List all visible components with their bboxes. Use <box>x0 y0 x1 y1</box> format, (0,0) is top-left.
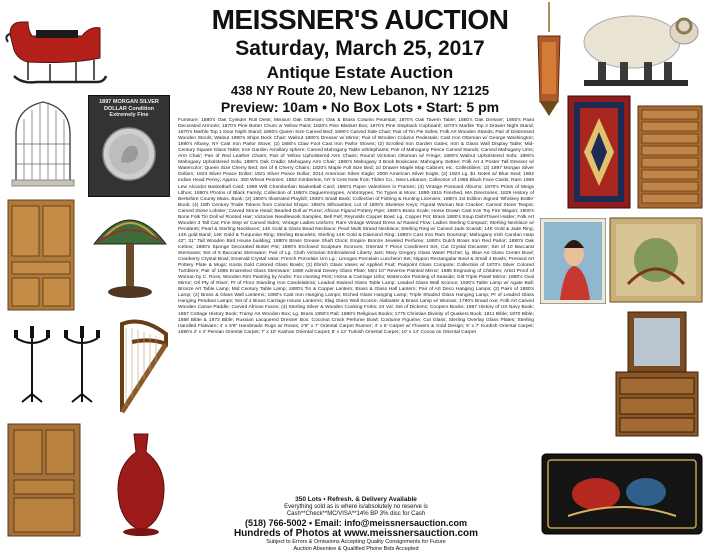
cranberry-glass-photo <box>104 426 178 538</box>
preview-line: Preview: 10am • No Box Lots • Start: 5 pm <box>195 98 525 116</box>
coin-label: 1897 MORGAN SILVER DOLLAR Condition Extremely Fine <box>91 99 167 119</box>
disclaimer-line-1: Subject to Errors & Omissions Accepting Quality Consignments for Future <box>178 539 534 546</box>
hanging-lantern-photo <box>534 2 564 120</box>
terms-info: Everything sold as is where is/absolutely no reserve is <box>178 504 534 511</box>
disclaimer-line-2: Auction Absentee & Qualified Phone Bids Accepted <box>178 546 534 552</box>
oak-cabinet-photo <box>4 420 84 540</box>
map-cabinet-photo <box>634 100 706 212</box>
harp-photo <box>112 314 176 416</box>
flyer-footer <box>178 496 534 552</box>
painted-panel-photo <box>606 214 706 306</box>
auction-subtitle: Antique Estate Auction <box>195 63 525 83</box>
birdcage-photo <box>2 94 84 190</box>
lots-info: 350 Lots • Refresh. & Delivery Available <box>178 496 534 504</box>
cupboard-photo <box>2 196 80 314</box>
russian-lacquer-box-photo <box>538 446 706 540</box>
walnut-dresser-mirror-photo <box>608 308 706 442</box>
lot-listing: Furniture: 1880's Oak Cylinder Roll Desk; Mission Oak Ottoman; Oak & Brass Column Pedestal; 1870's Oak Tavern Table; 1880's Oak Dresser; 1850's Paint Decorated Armoire; 1870's Pine Butter Churn w Yellow Paint; 1820's Pine Blanket Box; 1870's Pine Stepback Cupboard; 1870's Marble Top 2 Drawer Night Stand; 1870's Marble Top 1 Door Night Stand; 1880's Queen Size Carved Bed; 1890's Carved Side Chair; Pair of Tin Pie Safes; Folk Art Wooden Stands; Pair of Distressed Wooden Stools; Walnut 1880's Ships Deck Chair; Walnut 1880's Dresser w/ Mirror; Pair of Wooden Column Pedestals; Cast Iron Ottoman w/ George Washington; 1890's Albany, NY Cast Iron Parlor Stove; (2) 1880's Claw Foot Cast Iron Parlor Stoves; (2) Scrolled Iron Garden Gates; Iron & Glass Wall Display Table; Mid-Century Square Glass Table; Iron Garden Armillary sphere; Carved Mahogany Table w/Elephants; Pair of Mahogany Pierce Carved Stands; Carved Mahogany Urns; Arm Chair; Pair of Red Leather Chairs; Pair of Yellow Upholstered Arm Chairs; Round Victorian Ottoman w/ Fringe; 1880's Walnut Upholstered Sofa; 1890's Mahogany Upholstered Sofa; 1880's Oak Cradle; Mahogany Arm Chair; 1880's Mahogany 3 Book Bookcase; Mahogany Settee; Folk Art 4 Poster Tall Dresser w/ Watercolor; Queen Size Cherry Bed; Set of 6 Cherry Chairs; 1820's Maple Full Size Bed; 10 Drawer Maple Map Cabinet; etc. Collectibles: (2) 1897 Morgan Silver Dollars; 1923 Silver Peace Dollar; 1921 Silver Peace Dollar; 2014 American Silver Eagle; 2000 American Silver Eagle; (2) 1923 Lg. $1 Notes w/ Blue Seal; 1862 Indian Head Penny; Approx. 350 Wheat Pennies; 1862 Kimberlein, NY 5 Cent Note from Tilden Co., New Lebanon; Collection of 1965 Black Face Cards; Rare 1969 Lew Alcindor Basketball Card; 1969 Wilt Chamberlain Basketball Card; 1860's Paper Valentines in Frames; (3) Vintage Postcard Albums; 1870's Prints of Meigs Lithos; 1880's Photos of Black Family; Collection of 1860's Daguerreotypes, Ambrotypes, Tin Types & More; 1890-1915 Finished, MA Directories; 1829 History of Berkshire County Mass. Book; (2) 1800's Illustrated Playbill; 1930's Small Bank; Collection of Fishing & Hunting Licenses; 1880's 1st Edition Signed 'Whiskey Bottle' Book; (4) 18th Century Trade Tokens from Colonial Shops; 1850's Silhouettes; Lot of 1800's Skeleton Keys; Figural Woman Nut Cracker; Carved Stone Teapot; Carved Stone Lobster; Carved Stone Head; Beaded Doll w/ Purse; African Figural Pottery Pipe; 1880's Brass Scale; Horse Drawn Cast Iron Toy Fire Wagon; 1900's Bone Folk Tin Doll w/ Rooted Hair; Victorian Needlework Samples; Bell Pull; Reynolds Copper Bowl; Lg. Copper Pot; Brass 1880's Soup Dish/Towel Holder; Folk Art Wooden 3 Tall Cat; Fine Step w/ Carved Sides; Vintage Ladies Uniform; Rare Vintage Wizard Dress w/ Raised Flow; Ladies Sterling Compact; Sterling Necklace w/ Pendants; Pearl & Sterling Necklaces; 14K Gold & Glass Bead Necklace; Pearl Multi Strand Necklace; Sterling Ring w/ Carved Jade Scarab; 14K Gold & Jade Ring; 14K gold Band; 14K Gold & Turquoise Ring; Sterling Bracelets; Sterling 14K Gold & Diamond Ring; 1880's Cast Iron Ram Doorstop; Mahogany Irish Carolan Harp 42"; 31" Tall Wooden Bird House building; 1880's Brass Grease Shaft Clock; Empire Bronze Jeweled Perfume; 1880's Dutch Brass Iron Red Parlor; 1880's Oak Icebox; 1880's Sponge Decorated Butter Pot; 1890's Enclosed Sculpture Sconces; Oriental 7 Piece Condiment Set; Cut Crystal Decanter; Set of 10 Baccarat Stemware; Set of 6 Baccarat Stemware; Pair of Lg. Cloth Victorian Embroidered Liberty Jars; Mary Gregory Glass Water Pitcher; lg. Blue Art Glass Center Bowl; Cranberry Crystal Bowl; Emerald Crystal Vase; French Porcelain Urn Lg.; Limoges Porcelain Luncheon Set; Nippon Rectangular Bowl & Small 4 Bowls; Pressed Art Pottery Plate & Mugs; Kosta Gold Colored Glass Bowls; (2) Ebrich Glass Vases w/ Applied Fruit; Pairpoint Glass Compote; Collection of 1870's Silver Colored Tumblers; Pair of 1895 Enameled Glass Stemware; 1880 Admiral Dewey Glass Plate; Mini 10" Reverse Painted Mirror; 1885 Engraving of Children; Artist Proof of Woman by C. Ross; Wooden Rim Painting by Andre; Fox Hunting Print; Horse & Carriage Litho; Watercolor Painting of Seaside; Gilt Triple Panel Mirror; 1880's Oval Mirror; Oil Pty of River; Pr of Floor Standing Iron Candelabras; Leaded Stained Glass Table Lamp; Leaded Glass Wall Sconce; 1920's Table Lamp w/ Agate Ball; Bronze Art Table Lamp; Mid Century Table Lamp; 1880's Tin & Copper Lantern; Brass & Glass Hall Lantern; Pair of Art Deco Hanging Lamps; (2) Pairs of 1880's Lamp; (2) Brass & Glass Wall Lanterns; 1880's Cast Iron Hanging Lamps; Etched Glass Hanging Lamp; Triple Shaded Glass Hanging Lamp; Pr of Leaded Glass Hanging Pendant Lamps; Set of 4 Brass Carriage House Lanterns; Slag Glass Wall Sconce; Alabaster & Brass Lamp w/ Woman; 1780's Broad Axe; Folk Art Carved Wooden Canoe Paddle; Carved African Faces; (4) Sterling Silver & Wooden Cooking Forks; 24 Vol. Set of Dickens; Coopers Books; 1867 History of US Navy Book; 1867 Cottage History Book; Tramp Art Wooden Box; Lg. Brass 1850's Pail; 1880's Religious Books; 1775 Christian Divinity of Quakers Book; 1811 Bible; 1870 Bible; 1888 Bible & 1872 Bible; Russian Lacquered Dresser Box; Coconut Crack Perfume Bowl; Costume Figurine; Cut Glass; Sterling Overlay Glass Plates; Sterling Handled Flatware; 4' x 6'8" Handmade Rugs w/ Roses; 2'8" x 7' Oriental Carpet Runner; 4' x 6' Carpet w/ Flowers & Gold Design; 5' x 7' Kurdish Oriental Carpet; 1890's 2' x 3' Persian Oriental Carpet; 7' x 10' Kashan Oriental Carpet; 8' x 12' Turkish Oriental Carpet; 10' x 14' Cocoa on Oriental Carpet <box>178 118 534 494</box>
photos-link[interactable]: Hundreds of Photos at www.meissnersauction.com <box>178 528 534 539</box>
iron-candelabras-photo <box>2 318 112 406</box>
auction-title: MEISSNER'S AUCTION <box>195 4 525 36</box>
oriental-carpet-photo <box>564 92 634 212</box>
ram-doorstop-photo <box>570 2 706 90</box>
payment-info: Cash**Check**MC/VISA**14% BP 3% disc for Cash <box>178 511 534 518</box>
contact-info: (518) 766-5002 • Email: info@meissnersauction.com <box>178 518 534 528</box>
artist-proof-print-photo <box>540 218 606 304</box>
auction-date: Saturday, March 25, 2017 <box>195 37 525 61</box>
stained-glass-lamp-photo <box>86 198 174 302</box>
auction-address: 438 NY Route 20, New Lebanon, NY 12125 <box>195 83 525 99</box>
morgan-dollar-photo <box>88 95 170 197</box>
sleigh-photo <box>2 6 112 92</box>
